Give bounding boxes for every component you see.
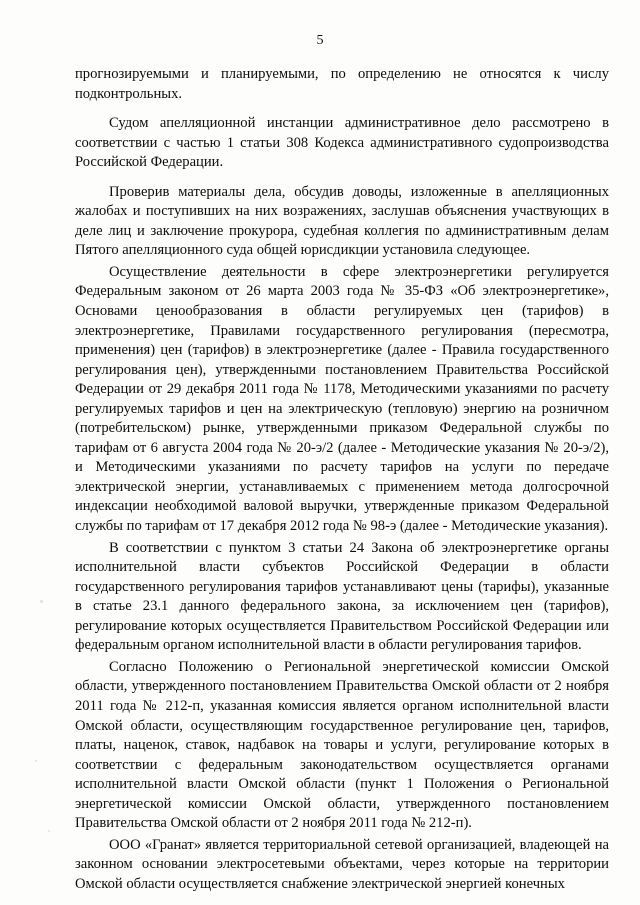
- scan-artifact: [40, 600, 43, 603]
- paragraph-legal-framework: Осуществление деятельности в сфере электроэнергетики регулируется Федеральным законом от 26 марта 2003 года № 35-ФЗ «Об электроэнергетике», Основами ценообразования в области регулируемых цен (тарифов) в электроэнергетике, Правилами государственного регулирования (пересмотра, применения) цен (тарифов) в электроэнергетике (далее - Правила государственного регулирования цен), утвержденными постановлением Правительства Российской Федерации от 29 декабря 2011 года № 1178, Методическими указаниями по расчету регулируемых тарифов и цен на электрическую (тепловую) энергию на розничном (потребительском) рынке, утвержденными приказом Федеральной службы по тарифам от 6 августа 2004 года № 20-э/2 (далее - Методические указания № 20-э/2), и Методическими указаниями по расчету тарифов на услуги по передаче электрической энергии, устанавливаемых с применением метода долгосрочной индексации необходимой валовой выручки, утвержденные приказом Федеральной службы по тарифам от 17 декабря 2012 года № 98-э (далее - Методические указания).: [75, 263, 609, 535]
- paragraph-court-findings: Проверив материалы дела, обсудив доводы, изложенные в апелляционных жалобах и поступивших на них возражениях, заслушав объяснения участвующих в деле лиц и заключение прокурора, судебная коллегия по административным делам Пятого апелляционного суда общей юрисдикции установила следующее.: [75, 183, 609, 259]
- scan-artifact: [48, 830, 50, 832]
- document-body: [75, 65, 609, 894]
- paragraph-continuation: прогнозируемыми и планируемыми, по определению не относятся к числу подконтрольных.: [75, 66, 609, 102]
- paragraph-tariff-authority: В соответствии с пунктом 3 статьи 24 Закона об электроэнергетике органы исполнительной власти субъектов Российской Федерации в области государственного регулирования тарифов устанавливают цены (тарифы), указанные в статье 23.1 данного федерального закона, за исключением цен (тарифов), регулирование которых осуществляется Правительством Российской Федерации или федеральным органом исполнительной власти в области регулирования тарифов.: [75, 539, 609, 654]
- page-number: 5: [316, 33, 324, 48]
- paragraph-appeal-procedure: Судом апелляционной инстанции административное дело рассмотрено в соответствии с частью 1 статьи 308 Кодекса административного судопроизводства Российской Федерации.: [75, 115, 609, 171]
- paragraph-granat: ООО «Гранат» является территориальной сетевой организацией, владеющей на законном основании электросетевыми объектами, через которые на территории Омской области осуществляется снабжение электрической энергией конечных: [75, 836, 609, 892]
- scan-artifact: [35, 760, 37, 762]
- paragraph-rec-omsk: Согласно Положению о Региональной энергетической комиссии Омской области, утвержденного постановлением Правительства Омской области от 2 ноября 2011 года № 212-п, указанная комиссия является органом исполнительной власти Омской области, осуществляющим государственное регулирование цен, тарифов, платы, наценок, ставок, надбавок на товары и услуги, регулирование которых в соответствии с федеральным законодательством осуществляется органами исполнительной власти Омской области (пункт 1 Положения о Региональной энергетической комиссии Омской области, утвержденного постановлением Правительства Омской области от 2 ноября 2011 года № 212-п).: [75, 658, 609, 832]
